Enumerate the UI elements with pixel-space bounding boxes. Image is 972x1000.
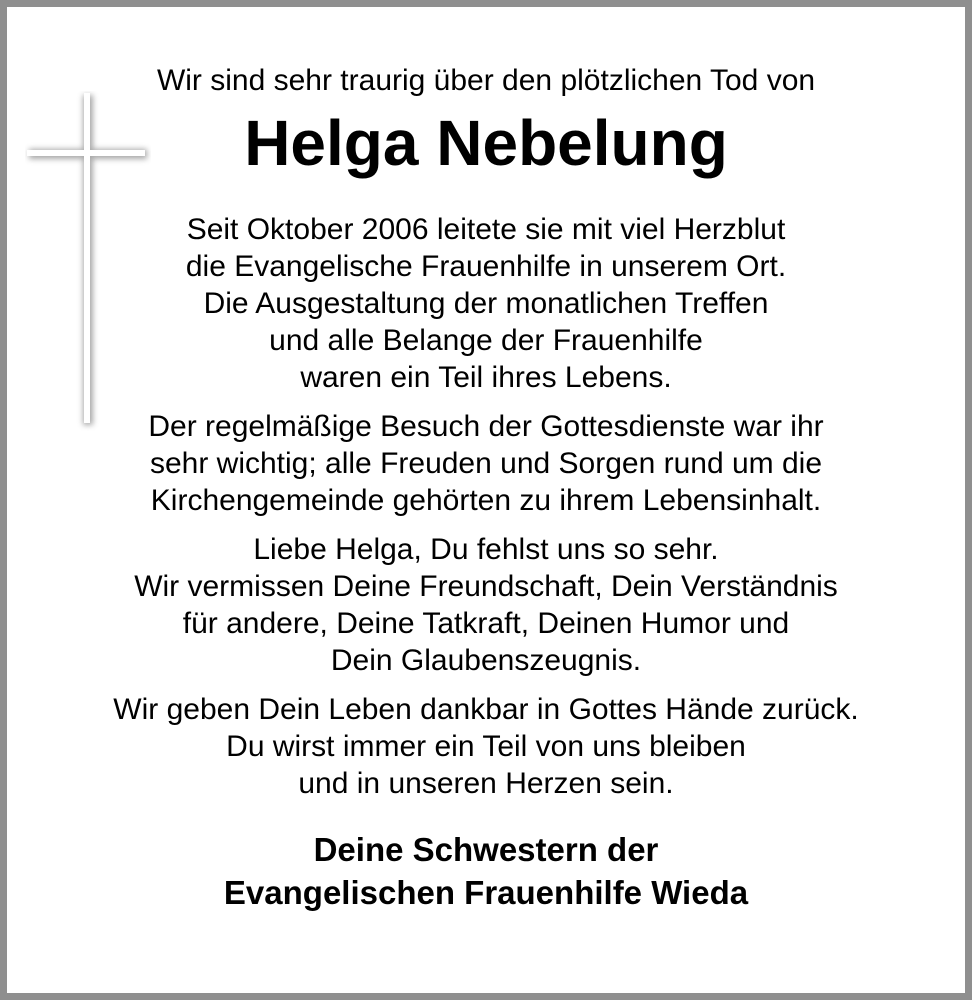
text-line: Die Ausgestaltung der monatlichen Treffen [203,287,769,320]
obituary-text [14,62,958,914]
text-line: und in unseren Herzen sein. [298,767,674,800]
text-line: für andere, Deine Tatkraft, Deinen Humor und [182,607,790,640]
paragraph-church [14,408,958,519]
deceased-name: Helga Nebelung [244,107,728,179]
signature [14,828,958,914]
text-line: Der regelmäßige Besuch der Gottesdienste war ihr [148,410,824,443]
text-line: waren ein Teil ihres Lebens. [300,361,672,394]
signature-line: Deine Schwestern der [313,831,659,868]
paragraph-closing [14,691,958,802]
text-line: Liebe Helga, Du fehlst uns so sehr. [253,533,719,566]
text-line: Kirchengemeinde gehörten zu ihrem Lebensinhalt. [150,484,822,517]
text-line: Seit Oktober 2006 leitete sie mit viel Herzblut [186,213,786,246]
text-line: die Evangelische Frauenhilfe in unserem Ort. [185,250,787,283]
text-line: Wir geben Dein Leben dankbar in Gottes Hände zurück. [113,693,859,726]
signature-line: Evangelischen Frauenhilfe Wieda [223,874,749,911]
paragraph-tribute [14,211,958,396]
paragraph-farewell [14,531,958,679]
text-line: Du wirst immer ein Teil von uns bleiben [226,730,746,763]
text-line: Wir vermissen Deine Freundschaft, Dein Verständnis [134,570,838,603]
text-line: und alle Belange der Frauenhilfe [269,324,703,357]
text-line: Dein Glaubenszeugnis. [330,644,642,677]
text-line: sehr wichtig; alle Freuden und Sorgen rund um die [149,447,823,480]
intro-line: Wir sind sehr traurig über den plötzlichen Tod von [156,64,816,97]
